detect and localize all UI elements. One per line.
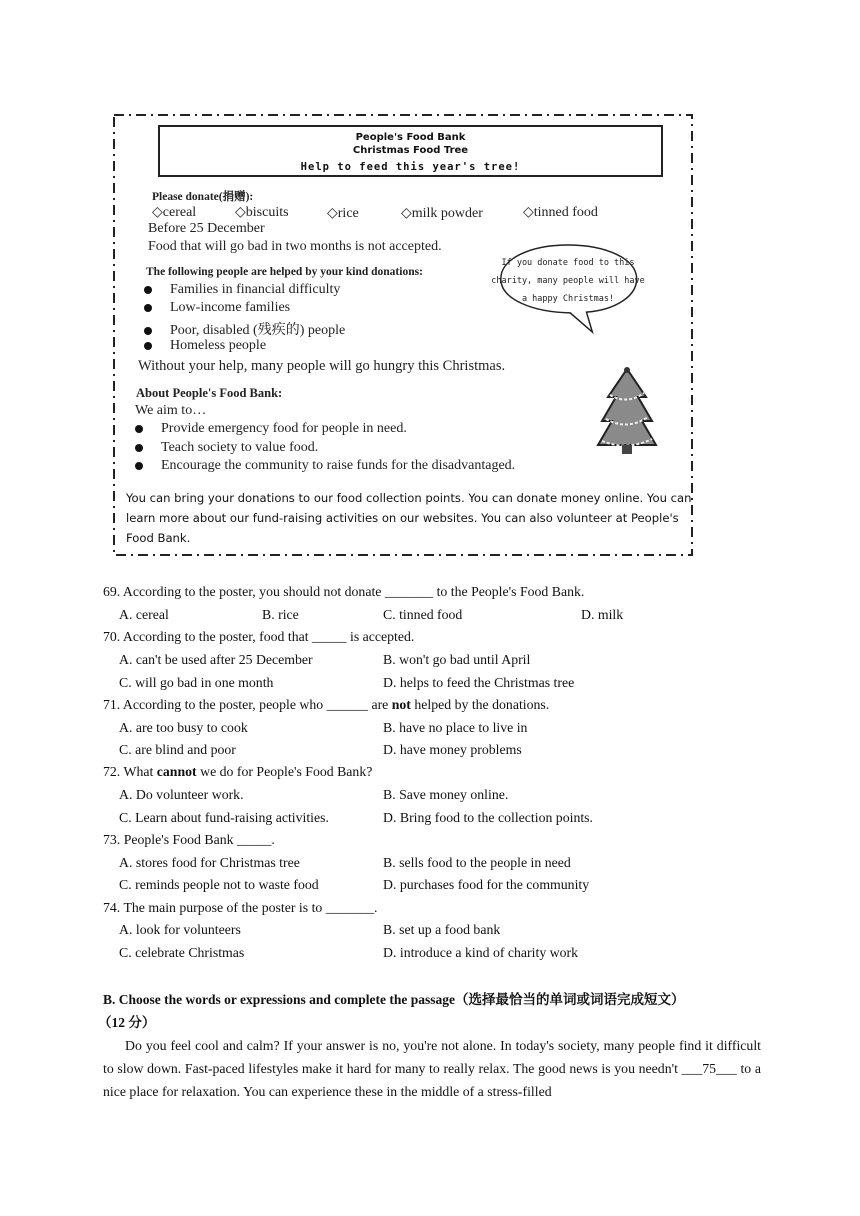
donate-item-rice: ◇rice — [327, 206, 359, 221]
donate-item-biscuits: ◇biscuits — [235, 205, 289, 220]
option: D. Bring food to the collection points. — [383, 810, 593, 825]
helped-header: The following people are helped by your kind donations: — [146, 266, 423, 278]
option: D. purchases food for the community — [383, 877, 590, 892]
poster — [108, 110, 698, 560]
option: A. cereal — [119, 607, 169, 622]
helped-item: Homeless people — [144, 338, 266, 354]
option: B. won't go bad until April — [383, 652, 531, 667]
option: B. Save money online. — [383, 787, 509, 802]
helped-item: Low-income families — [144, 300, 290, 316]
poster-title-box — [158, 125, 663, 177]
section-b-title: B. Choose the words or expressions and complete the passage（选择最恰当的单词或词语完成短文） — [103, 992, 685, 1007]
poster-bottom-text: You can bring your donations to our food collection points. You can donate money online. You can learn more about our fund-raising activities on our websites. You can also volunteer at People's Food Bank. — [126, 491, 692, 545]
bullet-icon — [144, 304, 152, 312]
not-accepted-note: Food that will go bad in two months is not accepted. — [148, 239, 442, 254]
question-69: 69. According to the poster, you should not donate _______ to the People's Food Bank. — [103, 584, 585, 599]
question-70: 70. According to the poster, food that _____ is accepted. — [103, 629, 415, 644]
aim-item: Encourage the community to raise funds for the disadvantaged. — [135, 458, 515, 474]
bubble-text: If you donate food to this charity, many people will have a happy Christmas! — [491, 258, 645, 304]
question-72: 72. What cannot we do for People's Food Bank? — [103, 764, 373, 779]
option: B. sells food to the people in need — [383, 855, 571, 870]
option: D. introduce a kind of charity work — [383, 945, 579, 960]
bullet-icon — [135, 425, 143, 433]
question-73: 73. People's Food Bank _____. — [103, 832, 275, 847]
christmas-tree-icon — [596, 365, 658, 457]
aim-item: Teach society to value food. — [135, 440, 318, 456]
option: C. tinned food — [383, 607, 463, 622]
option: C. will go bad in one month — [119, 675, 274, 690]
option: D. milk — [581, 607, 624, 622]
question-74: 74. The main purpose of the poster is to _______. — [103, 900, 378, 915]
option: B. rice — [262, 607, 299, 622]
bullet-icon — [144, 342, 152, 350]
option: B. set up a food bank — [383, 922, 501, 937]
helped-item: Families in financial difficulty — [144, 282, 340, 298]
option: A. can't be used after 25 December — [119, 652, 313, 667]
option: C. are blind and poor — [119, 742, 236, 757]
helped-item: Poor, disabled (残疾的) people — [144, 319, 345, 339]
option: A. stores food for Christmas tree — [119, 855, 300, 870]
section-b-score: （12 分） — [98, 1015, 156, 1030]
donate-item-milk-powder: ◇milk powder — [401, 206, 483, 221]
donate-item-tinned-food: ◇tinned food — [523, 205, 598, 220]
option: C. reminds people not to waste food — [119, 877, 319, 892]
option: D. have money problems — [383, 742, 522, 757]
option: C. celebrate Christmas — [119, 945, 245, 960]
bullet-icon — [135, 444, 143, 452]
bullet-icon — [135, 462, 143, 470]
option: A. look for volunteers — [119, 922, 241, 937]
option: C. Learn about fund-raising activities. — [119, 810, 329, 825]
bullet-icon — [144, 286, 152, 294]
poster-title-2: Christmas Food Tree — [352, 145, 469, 156]
aim-item: Provide emergency food for people in need. — [135, 421, 407, 437]
option: A. Do volunteer work. — [119, 787, 244, 802]
question-71: 71. According to the poster, people who ______ are not helped by the donations. — [103, 697, 550, 712]
section-b-passage: Do you feel cool and calm? If your answer is no, you're not alone. In today's society, many people find it difficult to slow down. Fast-paced lifestyles make it hard for many to really relax. The good news is you needn't ___75___ to a nice place for relaxation. You can experience these in the middle of a stress-filled — [103, 1038, 761, 1099]
without-help-note: Without your help, many people will go hungry this Christmas. — [138, 358, 506, 374]
poster-title-1: People's Food Bank — [355, 132, 466, 143]
bullet-icon — [144, 327, 152, 335]
before-date: Before 25 December — [148, 221, 265, 236]
option: B. have no place to live in — [383, 720, 528, 735]
donate-header: Please donate(捐赠): — [152, 191, 254, 203]
poster-title-3: Help to feed this year's tree! — [300, 161, 521, 173]
donate-item-cereal: ◇cereal — [152, 205, 197, 220]
about-header: About People's Food Bank: — [136, 386, 283, 400]
option: A. are too busy to cook — [119, 720, 248, 735]
aim-intro: We aim to… — [135, 403, 207, 418]
option: D. helps to feed the Christmas tree — [383, 675, 575, 690]
